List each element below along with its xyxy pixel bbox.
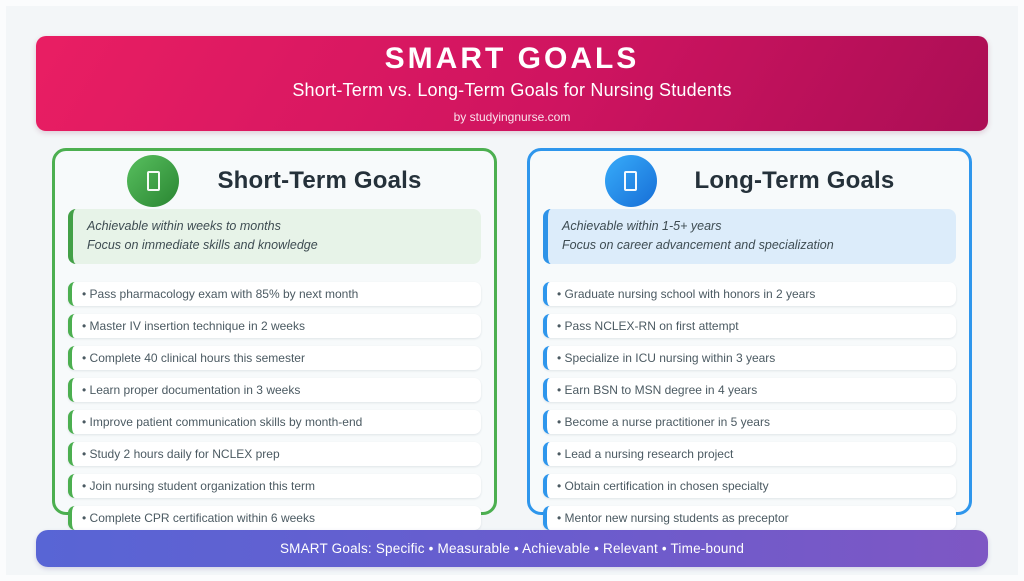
card-description-line: Focus on immediate skills and knowledge xyxy=(87,238,318,253)
card-description-line: Focus on career advancement and specialization xyxy=(562,238,834,253)
list-item: • Complete CPR certification within 6 weeks xyxy=(68,506,481,530)
list-item: • Earn BSN to MSN degree in 4 years xyxy=(543,378,956,402)
list-item: • Learn proper documentation in 3 weeks xyxy=(68,378,481,402)
footer-text: SMART Goals: Specific • Measurable • Achievable • Relevant • Time-bound xyxy=(279,541,745,556)
long-term-goal-list xyxy=(543,282,956,530)
placeholder-glyph-icon xyxy=(147,171,160,191)
list-item: • Graduate nursing school with honors in 2 years xyxy=(543,282,956,306)
byline: by studyingnurse.com xyxy=(453,109,571,124)
cards-row xyxy=(52,148,972,525)
list-item: • Obtain certification in chosen specialty xyxy=(543,474,956,498)
list-item: • Become a nurse practitioner in 5 years xyxy=(543,410,956,434)
page-subtitle: Short-Term vs. Long-Term Goals for Nursing Students xyxy=(292,79,732,100)
long-term-card-header xyxy=(543,154,956,208)
short-term-card-header xyxy=(68,154,481,208)
footer-banner xyxy=(36,530,988,567)
card-title: Long-Term Goals xyxy=(694,167,895,194)
short-term-badge-icon xyxy=(127,155,179,207)
card-description xyxy=(68,209,481,264)
list-item: • Pass pharmacology exam with 85% by next month xyxy=(68,282,481,306)
list-item: • Lead a nursing research project xyxy=(543,442,956,466)
card-description xyxy=(543,209,956,264)
list-item: • Pass NCLEX-RN on first attempt xyxy=(543,314,956,338)
list-item: • Mentor new nursing students as preceptor xyxy=(543,506,956,530)
long-term-goals-card xyxy=(527,148,972,525)
list-item: • Complete 40 clinical hours this semester xyxy=(68,346,481,370)
header-banner xyxy=(36,36,988,131)
list-item: • Master IV insertion technique in 2 weeks xyxy=(68,314,481,338)
list-item: • Join nursing student organization this term xyxy=(68,474,481,498)
list-item: • Study 2 hours daily for NCLEX prep xyxy=(68,442,481,466)
card-title: Short-Term Goals xyxy=(217,167,422,194)
list-item: • Improve patient communication skills by month-end xyxy=(68,410,481,434)
card-description-line: Achievable within 1-5+ years xyxy=(562,219,722,233)
list-item: • Specialize in ICU nursing within 3 years xyxy=(543,346,956,370)
short-term-goals-card xyxy=(52,148,497,525)
long-term-badge-icon xyxy=(605,155,657,207)
page-title: SMART GOALS xyxy=(384,42,640,76)
card-description-line: Achievable within weeks to months xyxy=(87,219,281,233)
placeholder-glyph-icon xyxy=(624,171,637,191)
short-term-goal-list xyxy=(68,282,481,530)
